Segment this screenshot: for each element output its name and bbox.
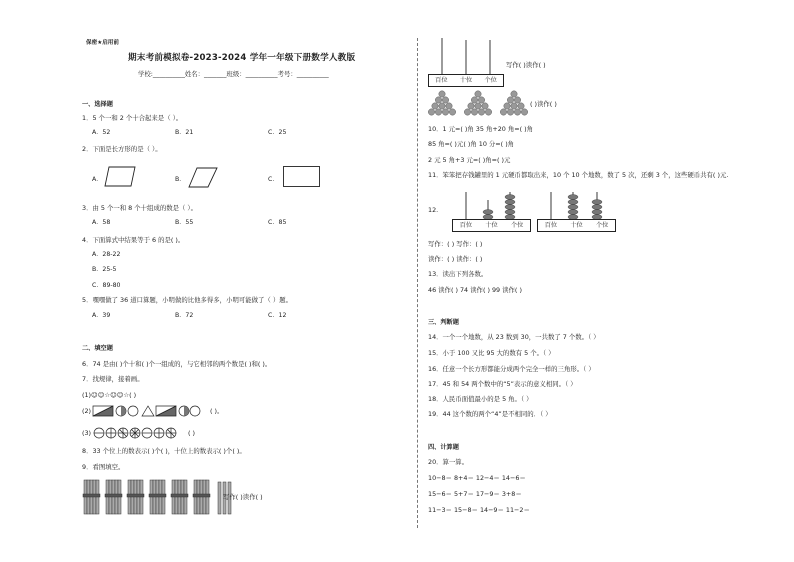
q7-shape-pattern-row-2 [92,405,196,417]
q12-label: 12. [428,206,439,214]
question-13: 13．读出下列各数。 [428,270,488,278]
confidential-label: 保密★启用前 [86,40,119,46]
question-8: 8．33 个位上的数表示( )个( )，十位上的数表示( )个( )。 [82,447,246,455]
q4-option-b: B．25-5 [92,266,117,273]
q2-option-c: C． [268,176,279,183]
q3-option-b: B．55 [175,219,194,226]
q13-items: 46 读作( ) 74 读作( ) 99 读作( ) [428,286,522,294]
question-20: 20．算一算。 [428,458,469,466]
q7-pattern-row-1: (1)☺☺☆☺☺☆( ) [82,391,137,399]
q5-option-b: B．72 [175,312,194,319]
question-9: 9．看图填空。 [82,463,125,471]
q12-abacus-right [537,192,617,220]
section-judge-title: 三、判断题 [428,319,459,326]
question-5: 5．嘿嘿做了 36 道口算题，小明做的比他多得多，小明可能做了（ ）题。 [82,296,293,304]
q12-left-hundreds: 百位 [459,222,473,229]
section-fill-title: 二、填空题 [82,345,113,352]
question-11: 11．笨笨把存钱罐里的 1 元硬币都取出来，10 个 10 个地数，数了 5 次，还剩 3 个，这些硬币共有( )元. [428,171,729,179]
q7-row-2-answer: ( )。 [210,407,224,415]
q5-option-c: C．12 [268,312,287,319]
q4-option-c: C．89-80 [92,282,121,289]
q5-option-a: A．39 [92,312,111,319]
q10-line-1: 10．1 元=( )角 35 角+20 角=( )角 [428,125,534,133]
trapezoid-shape [104,166,138,188]
parallelogram-shape [188,167,218,188]
q2-option-b: B． [175,176,186,183]
question-6: 6．74 是由( )个十和( )个一组成的，与它相邻的两个数是( )和( )。 [82,360,272,368]
q1-option-c: C．25 [268,129,287,136]
pv-ones: 个位 [484,77,497,84]
q12-left-ones: 个位 [510,222,524,229]
q9-answer-line: 写作( )读作( ) [223,493,263,501]
judge-16: 16．任意一个长方形都能分成两个完全一样的三角形。（ ） [428,365,595,373]
q3-option-c: C．85 [268,219,287,226]
question-3: 3．由 5 个一和 8 个十组成的数是（ ）。 [82,204,198,212]
q1-option-a: A．52 [92,129,111,136]
q12-abacus-left [452,192,532,220]
calc-row-2: 15−6＝ 5+7＝ 17−9＝ 3+8＝ [428,490,522,498]
pv-hundreds: 百位 [435,77,448,84]
q2-option-a: A． [92,176,103,183]
section-calc-title: 四、计算题 [428,444,459,451]
question-7: 7．找规律，接着画。 [82,375,144,383]
student-info-line: 学校:__________姓名：_______班级：__________考号：__________ [138,70,329,78]
bead-pyramids [430,90,530,116]
q7-row-2-prefix: (2) [82,407,92,415]
q10-line-3: 2 元 5 角+3 元=( )角=( )元 [428,156,511,164]
question-1: 1．5 个一和 2 个十合起来是（ ）。 [82,114,183,122]
q4-option-a: A．28-22 [92,251,121,258]
abacus-answer-line: 写作( )读作( ) [506,61,546,69]
section-choice-title: 一、选择题 [82,101,113,108]
abacus-rods-top [430,38,510,74]
abacus-place-value-table [428,74,504,87]
judge-15: 15．小于 100 又比 95 大的数有 5 个。（ ） [428,349,555,357]
judge-18: 18．人民币面值最小的是 5 角。（ ） [428,395,533,403]
q12-write-line: 写作：( ) 写作：( ) [428,240,483,248]
pv-tens: 十位 [459,77,473,84]
question-4: 4．下面算式中结果等于 6 的是( )。 [82,236,185,244]
calc-row-3: 11−3＝ 15−8＝ 14−9＝ 11−2＝ [428,506,530,514]
q10-line-2: 85 角=( )元( )角 10 分=( )角 [428,140,515,148]
q12-right-tens: 十位 [570,222,583,229]
q3-option-a: A．58 [92,219,111,226]
judge-19: 19．44 这个数的两个“4”是不相同的．（ ） [428,410,552,418]
q7-row-3-answer: ( ) [188,429,196,437]
q7-circle-pattern-row-3 [93,427,185,439]
q12-left-tens: 十位 [485,222,498,229]
judge-14: 14．一个一个地数，从 23 数到 30，一共数了 7 个数。（ ） [428,333,600,341]
q12-right-ones: 个位 [595,222,609,229]
calc-row-1: 10−8＝ 8+4＝ 12−4＝ 14−6＝ [428,474,526,482]
q12-read-line: 读作：( ) 读作：( ) [428,255,483,263]
q12-right-hundreds: 百位 [544,222,558,229]
q7-row-3-prefix: (3) [82,429,92,437]
judge-17: 17．45 和 54 两个数中的“5”表示的意义相同。（ ） [428,380,577,388]
rectangle-shape [283,166,321,188]
q1-option-b: B．21 [175,129,194,136]
q12-left-place-value-table [452,219,531,232]
exam-title: 期末考前模拟卷-2023-2024 学年一年级下册数学人教版 [128,53,356,63]
beads-answer-line: ( )读作( ) [530,100,557,108]
q12-right-place-value-table [537,219,616,232]
question-2: 2．下面是长方形的是（ ）。 [82,145,162,153]
column-divider [417,38,418,528]
